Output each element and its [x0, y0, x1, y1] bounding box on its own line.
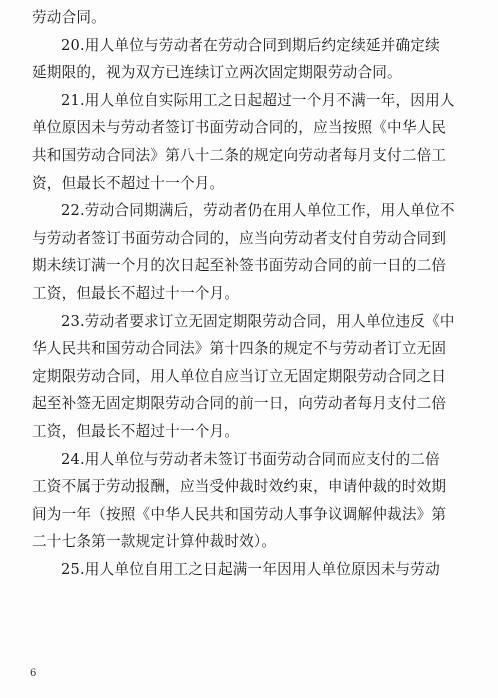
text-line: 20.用人单位与劳动者在劳动合同到期后约定续延并确定续 — [61, 36, 440, 54]
text-line: 与劳动者签订书面劳动合同的，应当向劳动者支付自劳动合同到 — [32, 229, 447, 247]
text-line: 21.用人单位自实际用工之日起超过一个月不满一年，因用人 — [61, 91, 455, 109]
text-line: 共和国劳动合同法》第八十二条的规定向劳动者每月支付二倍工 — [32, 146, 447, 164]
page-number: 6 — [30, 668, 37, 679]
body-text — [32, 4, 472, 583]
text-line: 延期限的，视为双方已连续订立两次固定期限劳动合同。 — [32, 64, 402, 82]
text-line: 定期限劳动合同，用人单位自应当订立无固定期限劳动合同之日 — [32, 367, 447, 385]
text-line: 二十七条第一款规定计算仲裁时效）。 — [32, 533, 277, 551]
text-line: 起至补签无固定期限劳动合同的前一日，向劳动者每月支付二倍 — [32, 395, 447, 413]
text-line: 23.劳动者要求订立无固定期限劳动合同，用人单位违反《中 — [61, 312, 455, 330]
text-line: 劳动合同。 — [32, 9, 106, 26]
text-line: 25.用人单位自用工之日起满一年因用人单位原因未与劳动 — [61, 560, 440, 578]
text-line: 工资不属于劳动报酬，应当受仲裁时效约束，申请仲裁的时效期 — [32, 478, 447, 496]
text-line: 间为一年（按照《中华人民共和国劳动人事争议调解仲裁法》第 — [32, 505, 447, 523]
text-line: 单位原因未与劳动者签订书面劳动合同的，应当按照《中华人民 — [32, 119, 447, 137]
text-line: 华人民共和国劳动合同法》第十四条的规定不与劳动者订立无固 — [32, 340, 447, 358]
text-line: 工资，但最长不超过十一个月。 — [32, 284, 240, 302]
text-line: 22.劳动合同期满后，劳动者仍在用人单位工作，用人单位不 — [61, 202, 455, 220]
text-line: 24.用人单位与劳动者未签订书面劳动合同而应支付的二倍 — [61, 450, 440, 468]
text-line: 资，但最长不超过十一个月。 — [32, 174, 225, 192]
text-line: 工资，但最长不超过十一个月。 — [32, 422, 240, 440]
text-line: 期未续订满一个月的次日起至补签书面劳动合同的前一日的二倍 — [32, 257, 447, 275]
